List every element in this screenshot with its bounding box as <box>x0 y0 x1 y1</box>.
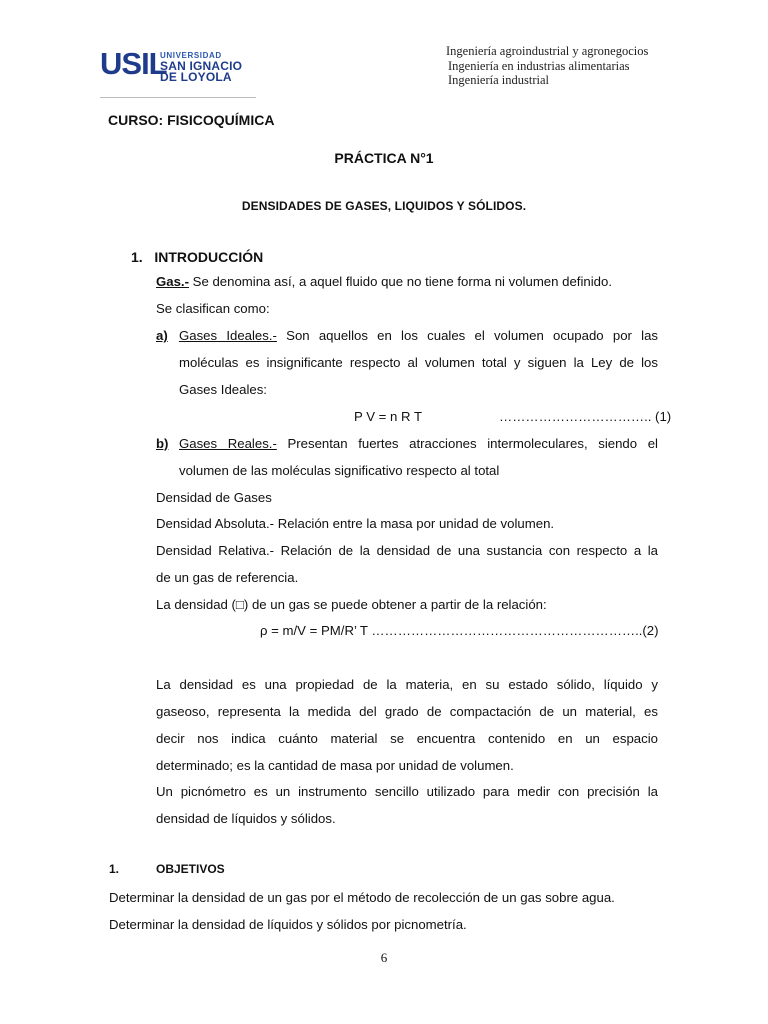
item-marker: a) <box>156 328 168 343</box>
density-paragraph-line-3: decir nos indica cuánto material se encuentra contenido en un espacio <box>156 731 658 746</box>
density-paragraph-line-2: gaseoso, representa la medida del grado de compactación de un material, es <box>156 704 658 719</box>
header-divider <box>100 97 256 98</box>
classify-text: Se clasifican como: <box>156 301 270 316</box>
logo-mark: USIL <box>100 46 167 81</box>
section-number: 1. <box>131 249 143 265</box>
equation-1-ref: …………………………….. (1) <box>499 409 672 424</box>
page-number: 6 <box>380 950 388 965</box>
ideal-gases-line-2: moléculas es insignificante respecto al volumen total y siguen la Ley de los <box>179 355 658 370</box>
program-list <box>446 44 648 88</box>
ideal-gases-text: Son aquellos en los cuales el volumen ocupado por las <box>276 328 658 343</box>
objectives-number: 1. <box>109 862 120 876</box>
course-title: CURSO: FISICOQUÍMICA <box>108 112 275 128</box>
objective-item: Determinar la densidad de líquidos y sólidos por picnometría. <box>109 917 467 932</box>
real-gases-line-2: volumen de las moléculas significativo respecto al total <box>179 463 500 478</box>
gas-density-heading: Densidad de Gases <box>156 490 272 505</box>
logo-line-3: DE LOYOLA <box>160 70 232 84</box>
density-relation-text: La densidad (□) de un gas se puede obtener a partir de la relación: <box>156 597 547 612</box>
density-paragraph-line-1: La densidad es una propiedad de la materia, en su estado sólido, líquido y <box>156 677 658 692</box>
gas-definition-text: Se denomina así, a aquel fluido que no tiene forma ni volumen definido. <box>188 274 612 289</box>
real-gases-text: Presentan fuertes atracciones intermoleculares, siendo el <box>276 436 658 451</box>
real-gases-term: Gases Reales.- <box>179 436 277 451</box>
practice-title: PRÁCTICA N°1 <box>334 150 434 166</box>
section-title: INTRODUCCIÓN <box>154 249 264 265</box>
program-item: Ingeniería en industrias alimentarias <box>448 58 630 73</box>
pycnometer-line-2: densidad de líquidos y sólidos. <box>156 811 336 826</box>
relative-density-line-2: de un gas de referencia. <box>156 570 299 585</box>
logo-line-1: UNIVERSIDAD <box>160 51 222 60</box>
university-logo <box>100 46 260 86</box>
real-gases-line-1 <box>179 436 658 451</box>
equation-2: ρ = m/V = PM/R’ T ……………………………………………………..(2) <box>260 623 659 638</box>
density-paragraph-line-4: determinado; es la cantidad de masa por unidad de volumen. <box>156 758 514 773</box>
relative-density-line-1: Densidad Relativa.- Relación de la densidad de una sustancia con respecto a la <box>156 543 658 558</box>
logo-line-2: SAN IGNACIO <box>160 59 243 73</box>
program-item: Ingeniería agroindustrial y agronegocios <box>446 44 649 58</box>
section-heading-introduction <box>131 249 263 265</box>
logo-wordmark <box>160 50 242 83</box>
gas-definition <box>156 274 612 289</box>
absolute-density: Densidad Absoluta.- Relación entre la masa por unidad de volumen. <box>156 516 555 531</box>
ideal-gases-line-3: Gases Ideales: <box>179 382 267 397</box>
objective-item: Determinar la densidad de un gas por el método de recolección de un gas sobre agua. <box>109 890 615 905</box>
objectives-title: OBJETIVOS <box>156 862 225 876</box>
pycnometer-line-1: Un picnómetro es un instrumento sencillo utilizado para medir con precisión la <box>156 784 658 799</box>
item-a-marker <box>156 328 168 343</box>
ideal-gases-line-1 <box>179 328 658 343</box>
item-marker: b) <box>156 436 169 451</box>
equation-1: P V = n R T <box>354 409 423 424</box>
item-b-marker <box>156 436 168 451</box>
ideal-gases-term: Gases Ideales.- <box>179 328 277 343</box>
document-subtitle: DENSIDADES DE GASES, LIQUIDOS Y SÓLIDOS. <box>241 199 527 213</box>
program-item: Ingeniería industrial <box>448 73 550 87</box>
gas-term: Gas.- <box>156 274 189 289</box>
